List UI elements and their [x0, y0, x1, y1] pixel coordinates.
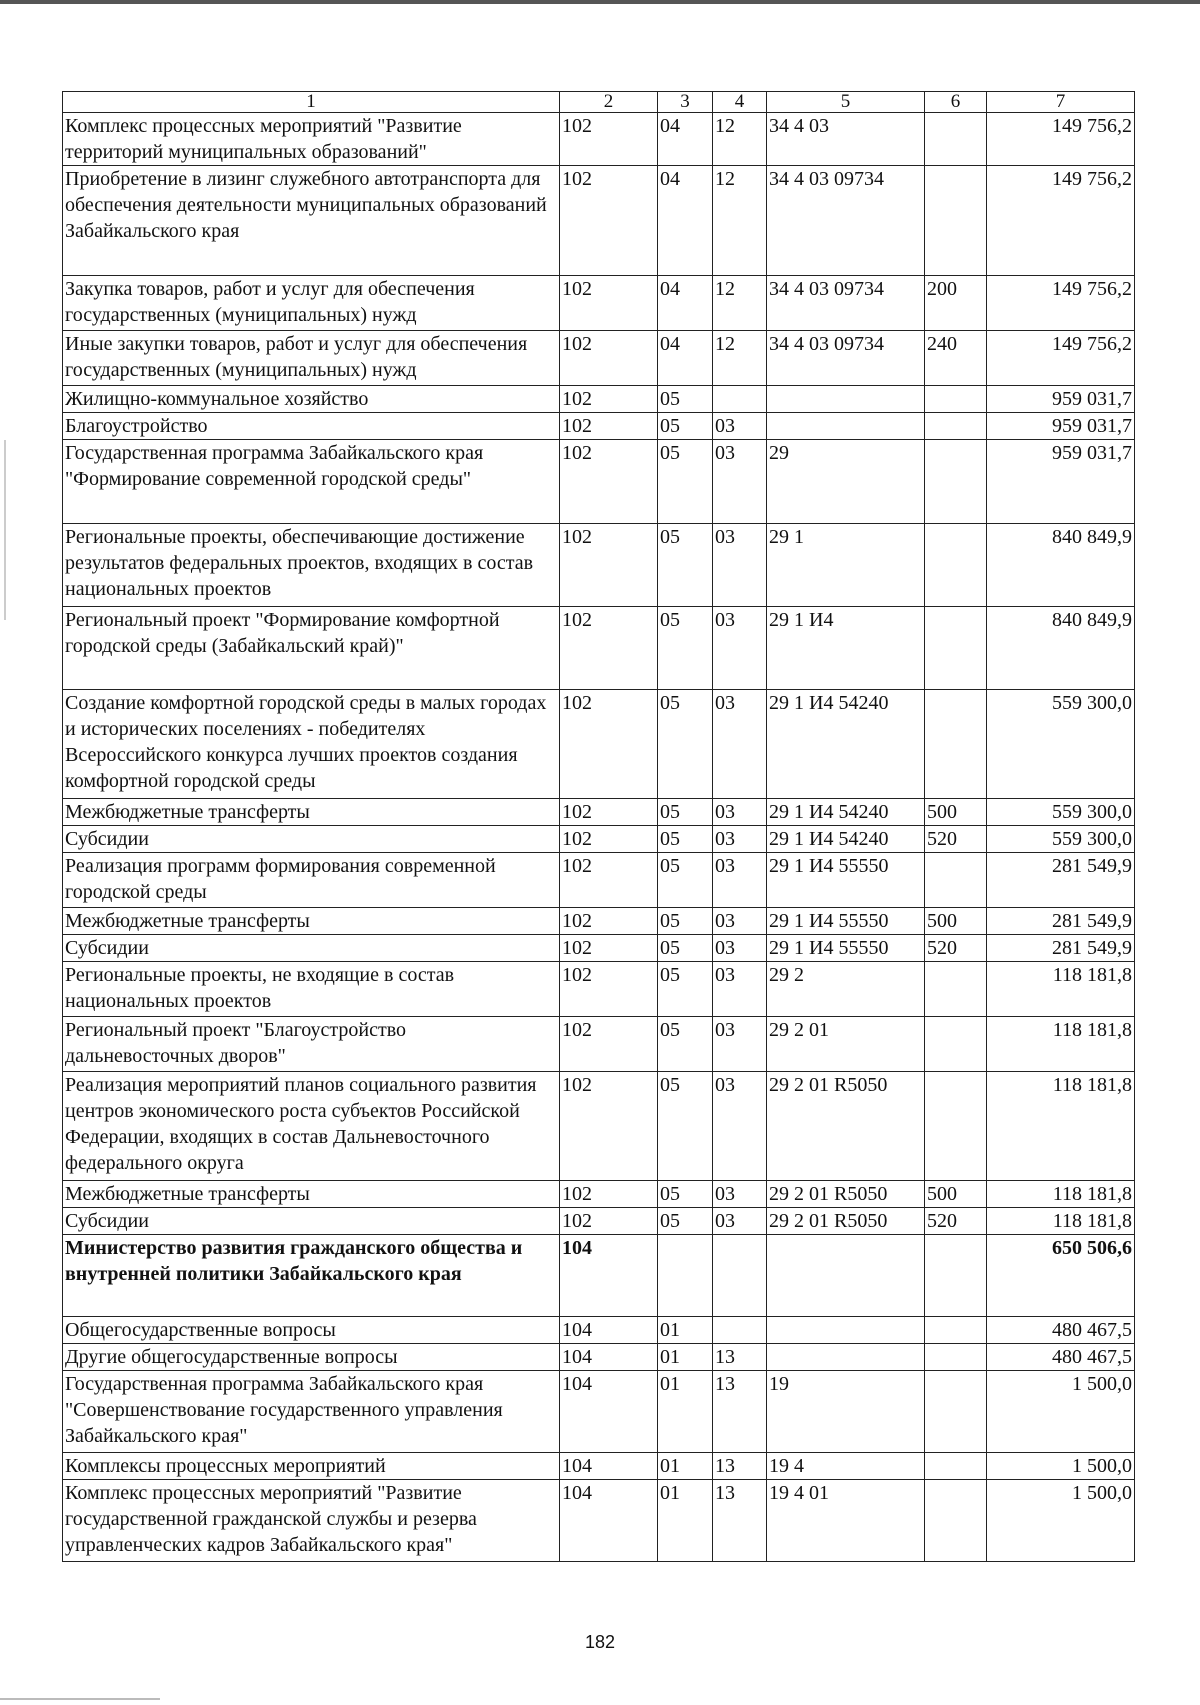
row-code-col3: 05 — [658, 853, 713, 908]
row-code-col3: 01 — [658, 1317, 713, 1344]
table-row — [63, 386, 1135, 413]
row-code-col5: 34 4 03 — [767, 113, 925, 166]
row-code-col2: 102 — [560, 1208, 658, 1235]
table-row — [63, 607, 1135, 690]
row-code-col3: 05 — [658, 1072, 713, 1181]
row-name: Межбюджетные трансферты — [63, 799, 560, 826]
row-name: Региональный проект "Благоустройство дальневосточных дворов" — [63, 1017, 560, 1072]
row-code-col3: 01 — [658, 1371, 713, 1453]
row-amount: 840 849,9 — [987, 524, 1135, 607]
table-row — [63, 826, 1135, 853]
table-row — [63, 690, 1135, 799]
row-amount: 118 181,8 — [987, 1208, 1135, 1235]
row-name: Реализация мероприятий планов социального развития центров экономического роста субъектов Российской Федерации, входящих в состав Дальневосточного федерального округа — [63, 1072, 560, 1181]
row-code-col5: 29 2 01 R5050 — [767, 1181, 925, 1208]
row-code-col4: 03 — [713, 962, 767, 1017]
row-code-col2: 104 — [560, 1235, 658, 1317]
row-code-col6 — [925, 413, 987, 440]
row-name: Государственная программа Забайкальского края "Формирование современной городской среды" — [63, 440, 560, 524]
row-amount: 480 467,5 — [987, 1344, 1135, 1371]
row-code-col4 — [713, 1317, 767, 1344]
scan-edge-left — [4, 440, 6, 620]
row-name: Субсидии — [63, 935, 560, 962]
row-code-col5: 29 1 И4 — [767, 607, 925, 690]
row-amount: 281 549,9 — [987, 853, 1135, 908]
row-name: Региональный проект "Формирование комфортной городской среды (Забайкальский край)" — [63, 607, 560, 690]
row-code-col5: 29 — [767, 440, 925, 524]
row-code-col6 — [925, 1480, 987, 1562]
row-code-col6 — [925, 607, 987, 690]
row-code-col5: 29 2 01 — [767, 1017, 925, 1072]
row-name: Жилищно-коммунальное хозяйство — [63, 386, 560, 413]
row-code-col5: 29 1 И4 54240 — [767, 690, 925, 799]
row-amount: 281 549,9 — [987, 935, 1135, 962]
row-name: Региональные проекты, обеспечивающие достижение результатов федеральных проектов, входящих в состав национальных проектов — [63, 524, 560, 607]
row-code-col2: 104 — [560, 1453, 658, 1480]
row-code-col4: 12 — [713, 113, 767, 166]
row-name: Государственная программа Забайкальского края "Совершенствование государственного управления Забайкальского края" — [63, 1371, 560, 1453]
row-name: Приобретение в лизинг служебного автотранспорта для обеспечения деятельности муниципальных образований Забайкальского края — [63, 166, 560, 276]
row-code-col2: 102 — [560, 935, 658, 962]
row-code-col2: 104 — [560, 1480, 658, 1562]
row-code-col4: 03 — [713, 826, 767, 853]
row-code-col2: 102 — [560, 331, 658, 386]
row-code-col3: 05 — [658, 413, 713, 440]
row-code-col2: 104 — [560, 1344, 658, 1371]
row-code-col3: 05 — [658, 799, 713, 826]
row-amount: 281 549,9 — [987, 908, 1135, 935]
row-code-col3: 01 — [658, 1344, 713, 1371]
row-code-col3: 05 — [658, 1017, 713, 1072]
row-code-col2: 102 — [560, 1072, 658, 1181]
row-amount: 959 031,7 — [987, 386, 1135, 413]
row-code-col4: 13 — [713, 1344, 767, 1371]
table-row — [63, 1235, 1135, 1317]
table-row — [63, 908, 1135, 935]
row-code-col5: 19 4 01 — [767, 1480, 925, 1562]
row-name: Комплексы процессных мероприятий — [63, 1453, 560, 1480]
row-code-col4: 03 — [713, 440, 767, 524]
row-code-col6 — [925, 524, 987, 607]
table-row — [63, 962, 1135, 1017]
row-amount: 118 181,8 — [987, 1072, 1135, 1181]
header-cell: 2 — [560, 92, 658, 113]
page-number: 182 — [584, 1632, 616, 1652]
row-code-col2: 102 — [560, 962, 658, 1017]
table-row — [63, 1017, 1135, 1072]
row-code-col6: 520 — [925, 935, 987, 962]
row-name: Другие общегосударственные вопросы — [63, 1344, 560, 1371]
scan-edge-top — [0, 0, 1200, 4]
row-code-col3: 04 — [658, 166, 713, 276]
row-code-col6: 500 — [925, 1181, 987, 1208]
row-code-col2: 102 — [560, 853, 658, 908]
row-code-col6 — [925, 690, 987, 799]
row-code-col4: 12 — [713, 276, 767, 331]
row-amount: 149 756,2 — [987, 113, 1135, 166]
row-code-col3: 05 — [658, 1181, 713, 1208]
row-code-col4 — [713, 386, 767, 413]
row-code-col6 — [925, 853, 987, 908]
row-amount: 480 467,5 — [987, 1317, 1135, 1344]
row-amount: 1 500,0 — [987, 1371, 1135, 1453]
row-code-col5 — [767, 1317, 925, 1344]
row-amount: 559 300,0 — [987, 826, 1135, 853]
row-code-col4: 13 — [713, 1480, 767, 1562]
table-row — [63, 935, 1135, 962]
row-code-col2: 102 — [560, 386, 658, 413]
table-row — [63, 331, 1135, 386]
row-name: Субсидии — [63, 1208, 560, 1235]
row-code-col4: 12 — [713, 331, 767, 386]
row-code-col6 — [925, 1344, 987, 1371]
row-code-col5 — [767, 386, 925, 413]
header-cell: 6 — [925, 92, 987, 113]
table-row — [63, 1480, 1135, 1562]
table-row — [63, 1181, 1135, 1208]
row-code-col3: 04 — [658, 276, 713, 331]
row-amount: 149 756,2 — [987, 331, 1135, 386]
row-name: Реализация программ формирования современной городской среды — [63, 853, 560, 908]
row-code-col6: 500 — [925, 908, 987, 935]
row-code-col3: 01 — [658, 1480, 713, 1562]
row-amount: 118 181,8 — [987, 962, 1135, 1017]
row-code-col5 — [767, 1235, 925, 1317]
row-code-col4: 03 — [713, 690, 767, 799]
row-code-col6: 240 — [925, 331, 987, 386]
row-code-col4: 03 — [713, 1208, 767, 1235]
row-code-col4: 12 — [713, 166, 767, 276]
row-code-col5: 19 — [767, 1371, 925, 1453]
row-code-col3: 05 — [658, 690, 713, 799]
row-code-col2: 104 — [560, 1371, 658, 1453]
row-name: Межбюджетные трансферты — [63, 908, 560, 935]
row-code-col3: 05 — [658, 524, 713, 607]
row-code-col5 — [767, 1344, 925, 1371]
row-code-col2: 102 — [560, 276, 658, 331]
row-code-col6 — [925, 386, 987, 413]
row-code-col5: 29 1 И4 54240 — [767, 799, 925, 826]
row-name: Создание комфортной городской среды в малых городах и исторических поселениях - победителях Всероссийского конкурса лучших проектов создания комфортной городской среды — [63, 690, 560, 799]
row-name: Иные закупки товаров, работ и услуг для обеспечения государственных (муниципальных) нужд — [63, 331, 560, 386]
row-code-col6 — [925, 1453, 987, 1480]
row-code-col4 — [713, 1235, 767, 1317]
row-code-col2: 102 — [560, 524, 658, 607]
row-name: Закупка товаров, работ и услуг для обеспечения государственных (муниципальных) нужд — [63, 276, 560, 331]
row-amount: 959 031,7 — [987, 440, 1135, 524]
row-amount: 149 756,2 — [987, 166, 1135, 276]
row-code-col4: 03 — [713, 1017, 767, 1072]
row-code-col3: 05 — [658, 1208, 713, 1235]
row-name: Региональные проекты, не входящие в состав национальных проектов — [63, 962, 560, 1017]
row-code-col5: 34 4 03 09734 — [767, 331, 925, 386]
row-code-col4: 03 — [713, 853, 767, 908]
row-code-col3: 05 — [658, 607, 713, 690]
row-code-col5: 34 4 03 09734 — [767, 276, 925, 331]
row-amount: 1 500,0 — [987, 1480, 1135, 1562]
row-name: Комплекс процессных мероприятий "Развитие государственной гражданской службы и резерва управленческих кадров Забайкальского края" — [63, 1480, 560, 1562]
row-code-col6 — [925, 440, 987, 524]
row-code-col2: 102 — [560, 690, 658, 799]
row-code-col6 — [925, 1371, 987, 1453]
row-code-col3: 05 — [658, 962, 713, 1017]
row-code-col5: 34 4 03 09734 — [767, 166, 925, 276]
header-cell: 5 — [767, 92, 925, 113]
row-code-col6 — [925, 1017, 987, 1072]
row-code-col4: 03 — [713, 1072, 767, 1181]
row-code-col2: 102 — [560, 113, 658, 166]
row-name: Комплекс процессных мероприятий "Развитие территорий муниципальных образований" — [63, 113, 560, 166]
row-amount: 118 181,8 — [987, 1181, 1135, 1208]
row-code-col4: 13 — [713, 1453, 767, 1480]
row-code-col4: 03 — [713, 413, 767, 440]
table-row — [63, 1317, 1135, 1344]
row-code-col2: 102 — [560, 826, 658, 853]
row-code-col3: 01 — [658, 1453, 713, 1480]
row-code-col5: 29 2 01 R5050 — [767, 1072, 925, 1181]
row-code-col5: 29 1 И4 55550 — [767, 935, 925, 962]
header-cell: 1 — [63, 92, 560, 113]
row-code-col5: 29 1 — [767, 524, 925, 607]
row-code-col2: 102 — [560, 1181, 658, 1208]
row-code-col4: 03 — [713, 908, 767, 935]
header-cell: 7 — [987, 92, 1135, 113]
row-amount: 118 181,8 — [987, 1017, 1135, 1072]
row-code-col6 — [925, 113, 987, 166]
row-code-col6: 500 — [925, 799, 987, 826]
table-row — [63, 113, 1135, 166]
row-code-col6 — [925, 962, 987, 1017]
row-name: Благоустройство — [63, 413, 560, 440]
table-row — [63, 440, 1135, 524]
row-code-col3: 04 — [658, 113, 713, 166]
row-amount: 650 506,6 — [987, 1235, 1135, 1317]
row-code-col2: 102 — [560, 166, 658, 276]
row-name: Субсидии — [63, 826, 560, 853]
row-amount: 959 031,7 — [987, 413, 1135, 440]
scan-edge-bottom — [0, 1698, 160, 1700]
row-code-col6 — [925, 1235, 987, 1317]
table-row — [63, 1453, 1135, 1480]
row-code-col3 — [658, 1235, 713, 1317]
table-row — [63, 413, 1135, 440]
row-name: Межбюджетные трансферты — [63, 1181, 560, 1208]
row-code-col2: 104 — [560, 1317, 658, 1344]
row-code-col5: 29 2 01 R5050 — [767, 1208, 925, 1235]
row-code-col3: 05 — [658, 935, 713, 962]
row-amount: 1 500,0 — [987, 1453, 1135, 1480]
table-row — [63, 1072, 1135, 1181]
row-code-col2: 102 — [560, 799, 658, 826]
row-amount: 559 300,0 — [987, 690, 1135, 799]
row-code-col3: 05 — [658, 908, 713, 935]
row-code-col5: 29 1 И4 54240 — [767, 826, 925, 853]
row-amount: 149 756,2 — [987, 276, 1135, 331]
row-code-col4: 03 — [713, 607, 767, 690]
row-code-col2: 102 — [560, 908, 658, 935]
table-row — [63, 276, 1135, 331]
row-code-col4: 13 — [713, 1371, 767, 1453]
row-code-col5 — [767, 413, 925, 440]
header-cell: 3 — [658, 92, 713, 113]
table-row — [63, 1344, 1135, 1371]
table-row — [63, 1371, 1135, 1453]
row-code-col4: 03 — [713, 799, 767, 826]
row-code-col6 — [925, 166, 987, 276]
table-row — [63, 524, 1135, 607]
row-code-col5: 29 2 — [767, 962, 925, 1017]
row-code-col2: 102 — [560, 1017, 658, 1072]
budget-table — [62, 91, 1135, 1562]
row-name: Общегосударственные вопросы — [63, 1317, 560, 1344]
row-code-col2: 102 — [560, 440, 658, 524]
row-name: Министерство развития гражданского общества и внутренней политики Забайкальского края — [63, 1235, 560, 1317]
row-amount: 840 849,9 — [987, 607, 1135, 690]
header-cell: 4 — [713, 92, 767, 113]
row-code-col6: 200 — [925, 276, 987, 331]
row-code-col3: 04 — [658, 331, 713, 386]
row-code-col4: 03 — [713, 524, 767, 607]
table-row — [63, 853, 1135, 908]
row-code-col2: 102 — [560, 607, 658, 690]
row-code-col5: 19 4 — [767, 1453, 925, 1480]
row-code-col2: 102 — [560, 413, 658, 440]
row-code-col4: 03 — [713, 935, 767, 962]
table-row — [63, 799, 1135, 826]
row-code-col3: 05 — [658, 826, 713, 853]
row-code-col3: 05 — [658, 386, 713, 413]
header-row — [63, 92, 1135, 113]
row-code-col6: 520 — [925, 826, 987, 853]
row-code-col4: 03 — [713, 1181, 767, 1208]
row-code-col6: 520 — [925, 1208, 987, 1235]
row-code-col3: 05 — [658, 440, 713, 524]
row-amount: 559 300,0 — [987, 799, 1135, 826]
table-row — [63, 1208, 1135, 1235]
table-row — [63, 166, 1135, 276]
row-code-col5: 29 1 И4 55550 — [767, 908, 925, 935]
row-code-col6 — [925, 1072, 987, 1181]
row-code-col5: 29 1 И4 55550 — [767, 853, 925, 908]
row-code-col6 — [925, 1317, 987, 1344]
